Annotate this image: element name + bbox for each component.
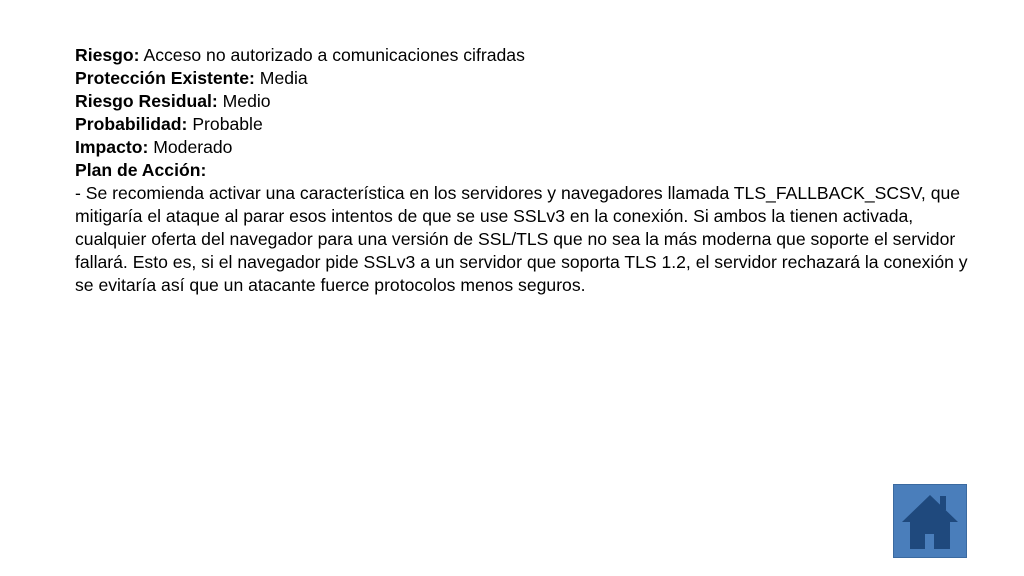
impact-value: Moderado — [153, 137, 233, 157]
probability-label: Probabilidad: — [75, 114, 188, 134]
residual-risk-value: Medio — [222, 91, 271, 111]
action-plan-heading — [75, 159, 980, 182]
probability-line — [75, 113, 980, 136]
existing-protection-line — [75, 67, 980, 90]
risk-line — [75, 44, 980, 67]
risk-value: Acceso no autorizado a comunicaciones cifradas — [143, 45, 525, 65]
impact-label: Impacto: — [75, 137, 149, 157]
existing-protection-value: Media — [259, 68, 308, 88]
probability-value: Probable — [192, 114, 263, 134]
residual-risk-line — [75, 90, 980, 113]
existing-protection-label: Protección Existente: — [75, 68, 255, 88]
action-plan-text: - Se recomienda activar una característica en los servidores y navegadores llamada TLS_FALLBACK_SCSV, que mitigaría el ataque al parar esos intentos de que se use SSLv3 en la conexión. Si ambos la tienen activada, cualquier oferta del navegador para una versión de SSL/TLS que no sea la más moderna que soporte el servidor fallará. Esto es, si el navegador pide SSLv3 a un servidor que soporta TLS 1.2, el servidor rechazará la conexión y se evitaría así que un atacante fuerce protocolos menos seguros. — [75, 183, 968, 295]
action-plan-label: Plan de Acción: — [75, 160, 207, 180]
impact-line — [75, 136, 980, 159]
residual-risk-label: Riesgo Residual: — [75, 91, 218, 111]
risk-label: Riesgo: — [75, 45, 140, 65]
home-button[interactable] — [893, 484, 967, 558]
risk-details — [75, 44, 980, 297]
home-icon — [894, 485, 966, 557]
